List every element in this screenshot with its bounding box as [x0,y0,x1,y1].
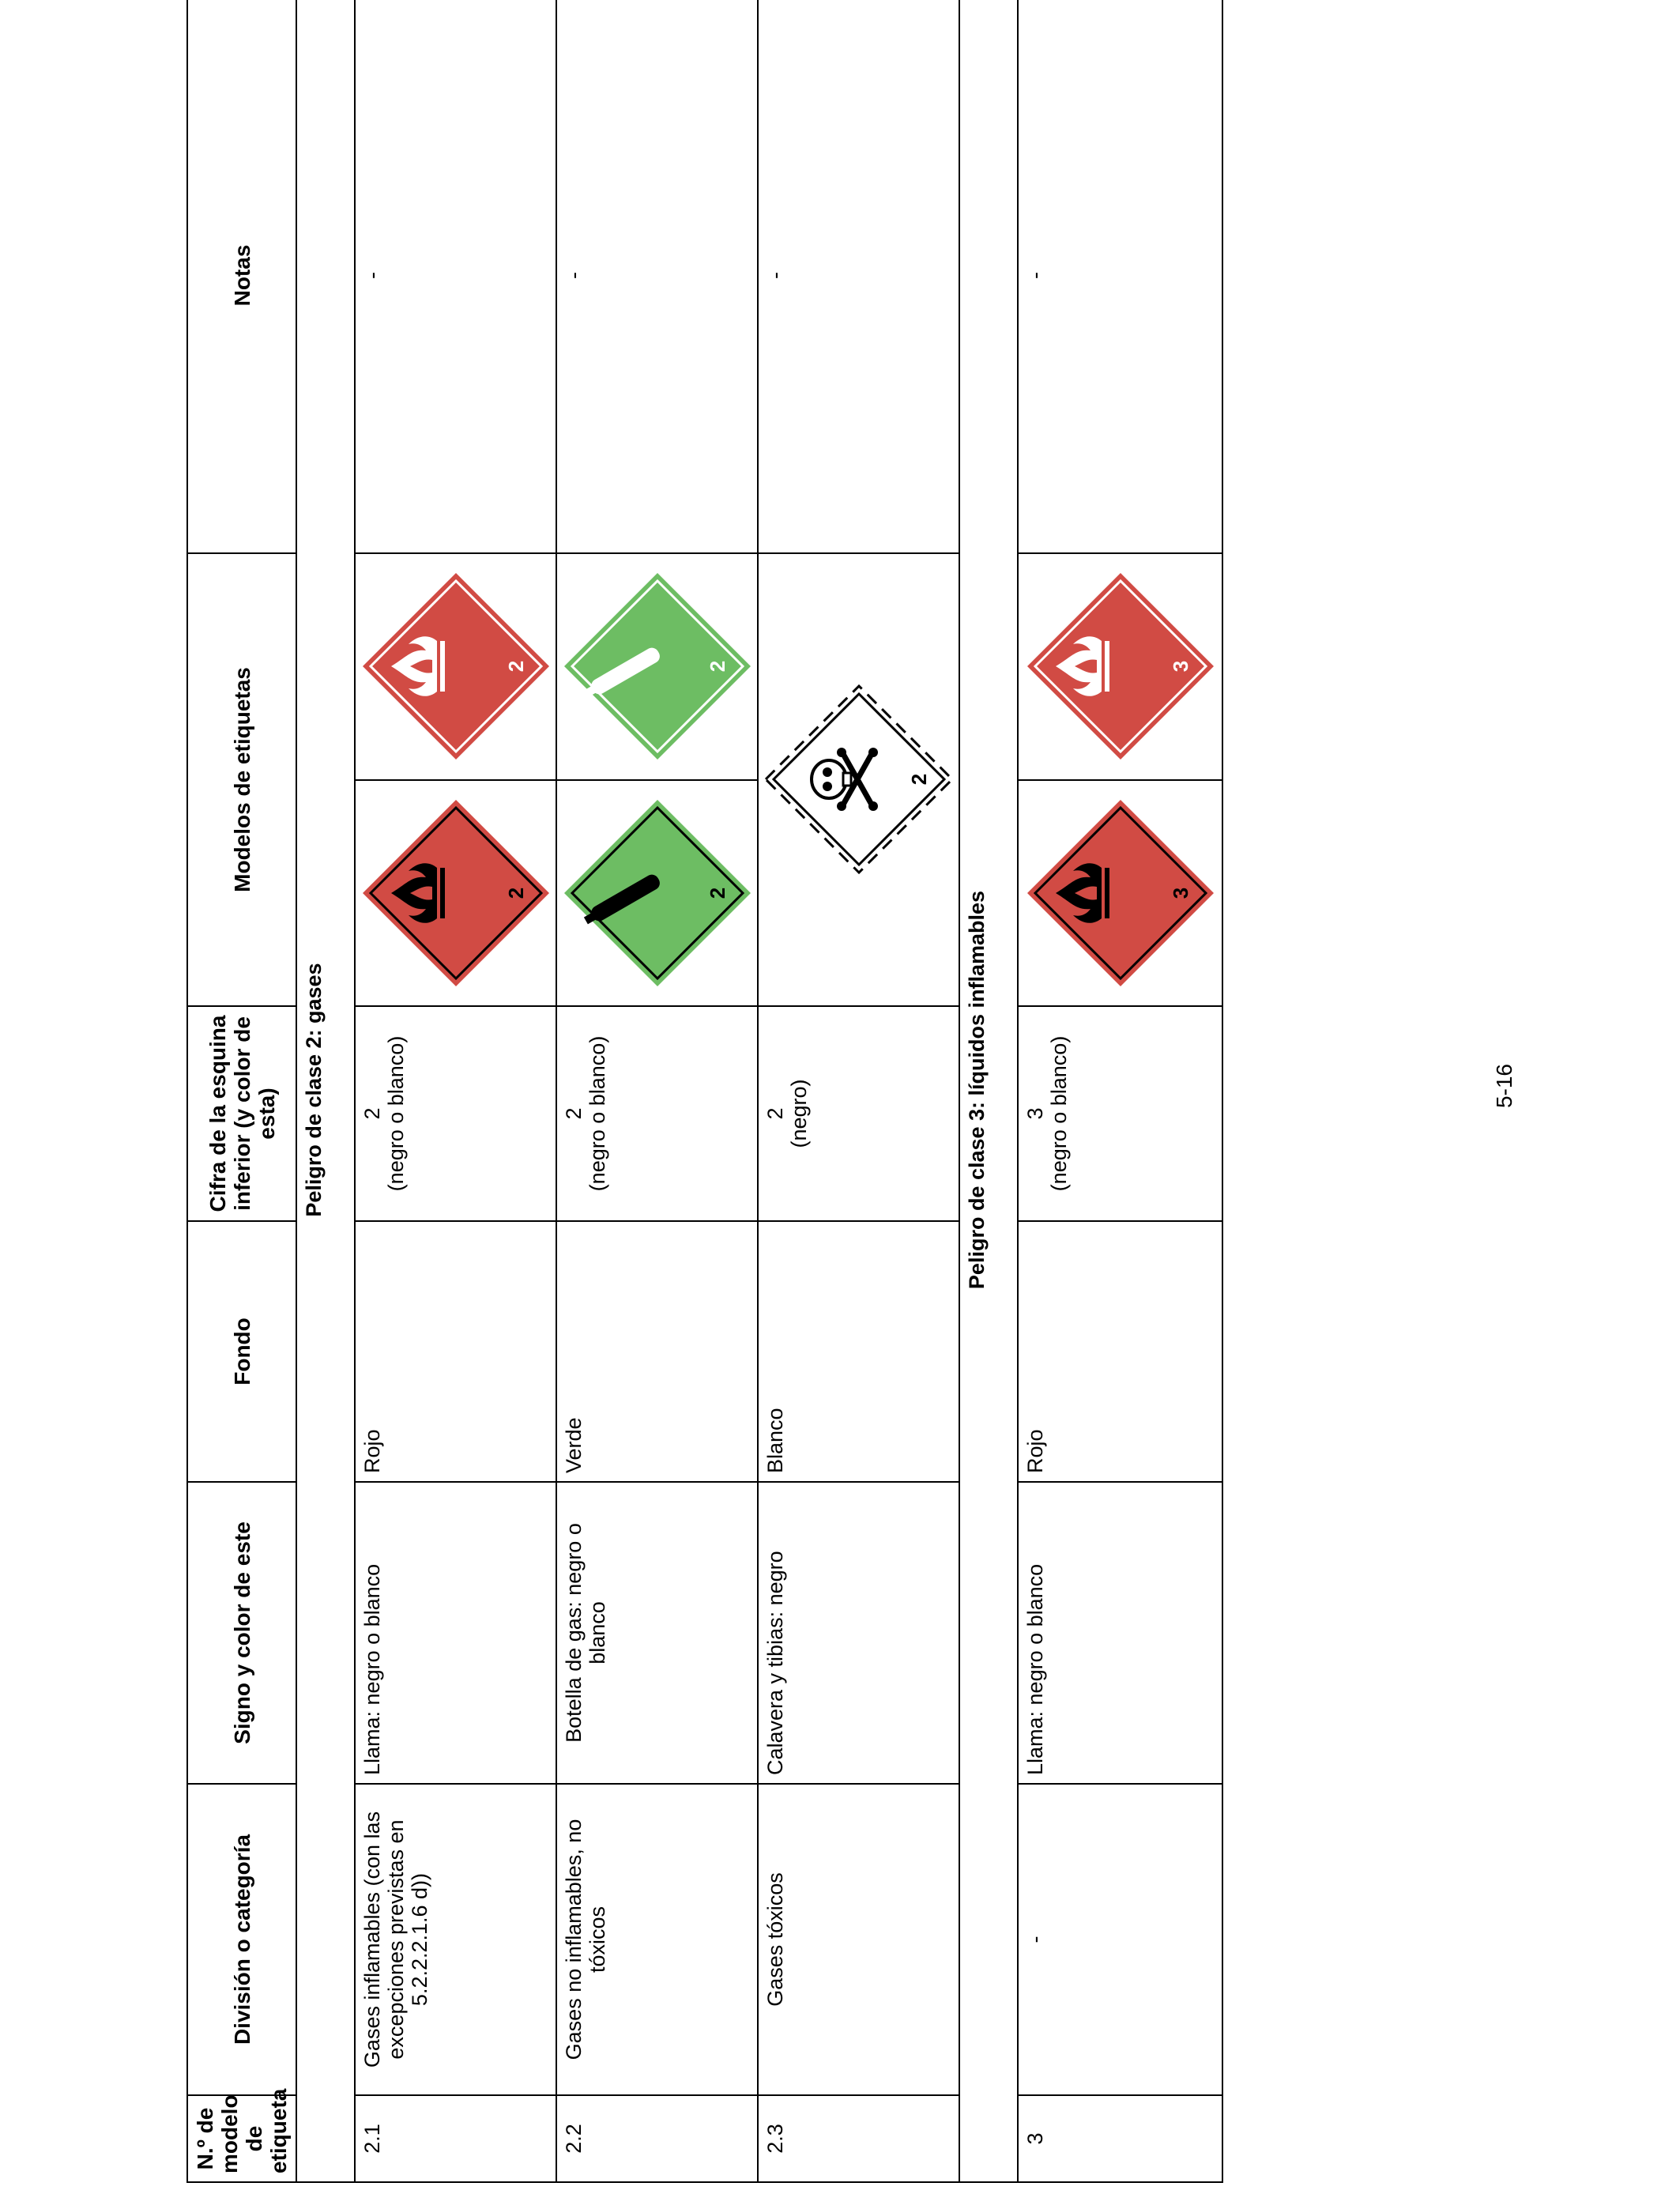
table-row [355,0,556,2182]
row-no: 2.3 [758,2095,959,2182]
row-division: Gases inflamables (con las excepciones previstas en 5.2.2.2.1.6 d)) [355,1784,556,2095]
row-figure [355,1006,556,1221]
row-background: Blanco [758,1221,959,1482]
label-number: 3 [1168,661,1192,673]
label-2-2-white [563,572,752,762]
section-title-class2: Peligro de clase 2: gases [296,0,355,2182]
section-title-class3: Peligro de clase 3: líquidos inflamables [959,0,1018,2182]
label-cell [556,780,758,1006]
header-division: División o categoría [187,1784,296,2095]
figure-number: 2 [360,1107,384,1120]
header-models: Modelos de etiquetas [187,553,296,1006]
row-background: Verde [556,1221,758,1482]
figure-color: (negro) [787,1079,811,1148]
label-cell [556,553,758,780]
figure-number: 2 [763,1107,787,1120]
row-sign: Botella de gas: negro o blanco [556,1482,758,1784]
header-notes: Notas [187,0,296,553]
label-cell [1018,780,1222,1006]
row-notes: - [758,0,959,553]
label-cell [758,553,959,1006]
row-notes: - [355,0,556,553]
label-cell [355,553,556,780]
label-number: 2 [705,887,729,899]
row-division: Gases no inflamables, no tóxicos [556,1784,758,2095]
row-notes: - [556,0,758,553]
row-figure [1018,1006,1222,1221]
row-sign: Llama: negro o blanco [1018,1482,1222,1784]
label-3-black [1026,798,1215,988]
row-no: 2.2 [556,2095,758,2182]
row-no: 3 [1018,2095,1222,2182]
header-no: N.º de modelo de etiqueta [187,2095,296,2182]
label-number: 2 [503,887,528,899]
header-background: Fondo [187,1221,296,1482]
row-background: Rojo [1018,1221,1222,1482]
label-number: 2 [503,661,528,673]
section-row-class2 [296,0,355,2182]
figure-number: 2 [562,1107,586,1120]
label-number: 2 [906,774,931,786]
label-2-2-black [563,798,752,988]
figure-color: (negro o blanco) [384,1035,408,1192]
header-sign: Signo y color de este [187,1482,296,1784]
figure-color: (negro o blanco) [586,1035,609,1192]
row-background: Rojo [355,1221,556,1482]
figure-color: (negro o blanco) [1047,1035,1071,1192]
hazard-labels-table [186,0,1223,2183]
label-number: 3 [1168,887,1192,899]
row-figure [758,1006,959,1221]
row-notes: - [1018,0,1222,553]
row-no: 2.1 [355,2095,556,2182]
row-sign: Llama: negro o blanco [355,1482,556,1784]
label-cell [355,780,556,1006]
row-sign: Calavera y tibias: negro [758,1482,959,1784]
label-3-white [1026,572,1215,762]
table-row [556,0,758,2182]
label-2-1-white [361,572,551,762]
label-number: 2 [705,661,729,673]
label-cell [1018,553,1222,780]
page-number: 5-16 [1492,1063,1516,1109]
header-figure: Cifra de la esquina inferior (y color de esta) [187,1006,296,1221]
row-division: - [1018,1784,1222,2095]
figure-number: 3 [1023,1107,1047,1120]
row-division: Gases tóxicos [758,1784,959,2095]
table-row [1018,0,1222,2182]
row-figure [556,1006,758,1221]
header-row [187,0,296,2182]
table-row [758,0,959,2182]
label-2-1-black [361,798,551,988]
label-2-3 [764,685,954,875]
section-row-class3 [959,0,1018,2182]
